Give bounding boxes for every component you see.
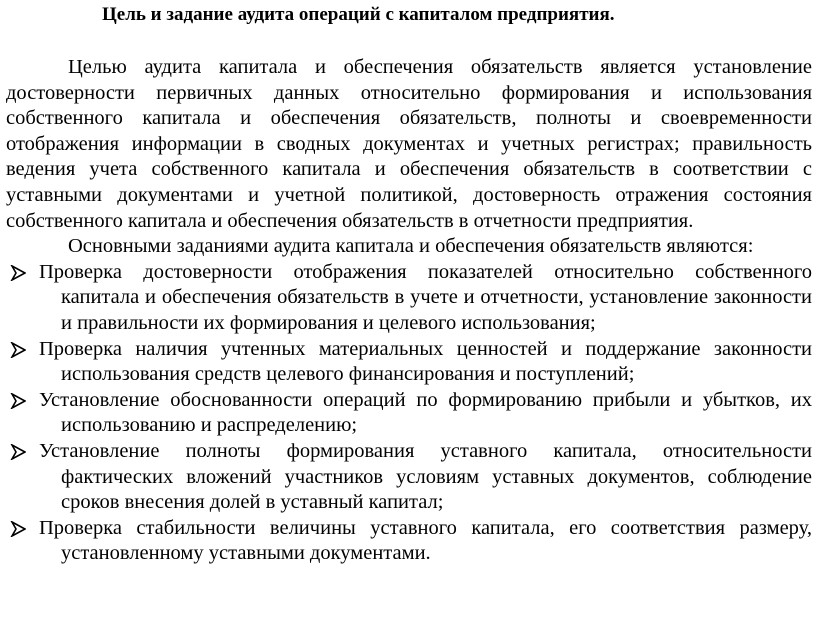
arrowhead-bullet-icon <box>10 521 26 537</box>
document-title: Цель и задание аудита операций с капиталом предприятия. <box>102 4 615 25</box>
list-item <box>6 337 812 388</box>
arrowhead-bullet-icon <box>10 342 26 358</box>
list-item-text: Проверка наличия учтенных материальных ценностей и поддержание законности использования средств целевого финансирования и поступлений; <box>39 337 812 386</box>
list-item <box>6 260 812 337</box>
goal-paragraph: Целью аудита капитала и обеспечения обязательств является установление достоверности первичных данных относительно формирования и использования собственного капитала и обеспечения обязательств, полноты и своевременности отображения информации в сводных документах и учетных регистрах; правильность ведения учета собственного капитала и обеспечения обязательств в соответствии с уставными документами и учетной политикой, достоверность отражения состояния собственного капитала и обеспечения обязательств в отчетности предприятия. <box>6 56 812 232</box>
tasks-list <box>6 260 812 567</box>
tasks-intro-paragraph: Основными заданиями аудита капитала и обеспечения обязательств являются: <box>68 235 754 258</box>
arrowhead-bullet-icon <box>10 393 26 409</box>
list-item <box>6 439 812 516</box>
list-item-text: Проверка достоверности отображения показателей относительно собственного капитала и обеспечения обязательств в учете и отчетности, установление законности и правильности их формирования и целевого использования; <box>39 260 812 334</box>
list-item-text: Проверка стабильности величины уставного капитала, его соответствия размеру, установленному уставными документами. <box>39 516 812 565</box>
list-item <box>6 516 812 567</box>
document-page <box>6 0 812 567</box>
list-item <box>6 388 812 439</box>
list-item-text: Установление полноты формирования уставного капитала, относительности фактических вложений участников условиям уставных документов, соблюдение сроков внесения долей в уставный капитал; <box>39 439 812 514</box>
list-item-text: Установление обоснованности операций по формированию прибыли и убытков, их использованию и распределению; <box>39 388 812 437</box>
arrowhead-bullet-icon <box>10 265 26 281</box>
arrowhead-bullet-icon <box>10 444 26 460</box>
